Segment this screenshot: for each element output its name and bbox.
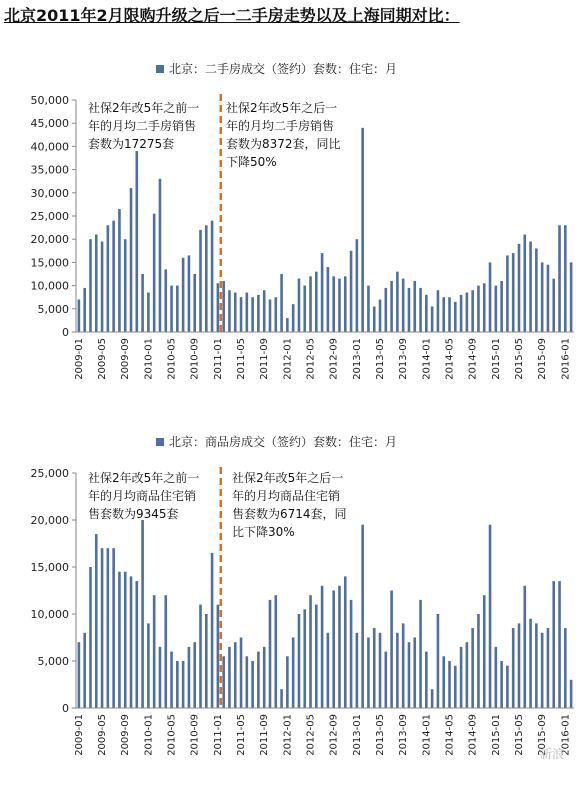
- x-tick-label: 2012-05: [305, 338, 317, 380]
- bar-2011-08: [257, 652, 260, 708]
- bar-2011-01: [217, 605, 220, 708]
- x-tick-label: 2010-05: [166, 338, 178, 380]
- bar-2009-11: [136, 151, 139, 332]
- x-tick-label: 2015-05: [513, 714, 525, 756]
- y-tick-label: 25,000: [30, 467, 69, 480]
- bar-2014-04: [442, 656, 445, 708]
- bar-2009-06: [107, 548, 110, 708]
- bar-2013-01: [356, 239, 359, 332]
- note-before-line-2: 年的月均商品住宅销: [88, 489, 197, 503]
- bar-2010-06: [176, 286, 179, 332]
- note-before-line-1: 社保2年改5年之前一: [88, 101, 200, 115]
- x-tick-label: 2014-01: [421, 714, 433, 756]
- bar-2010-06: [176, 661, 179, 708]
- bar-2009-12: [141, 274, 144, 332]
- x-tick-label: 2015-05: [513, 338, 525, 380]
- bar-2013-01: [356, 633, 359, 708]
- bar-2009-07: [112, 548, 115, 708]
- bar-2015-08: [535, 248, 538, 332]
- x-tick-label: 2013-01: [351, 714, 363, 756]
- y-tick-label: 0: [62, 702, 69, 715]
- bar-2009-08: [118, 209, 121, 332]
- bar-2010-01: [147, 293, 150, 332]
- bar-2013-10: [408, 288, 411, 332]
- x-tick-label: 2013-09: [398, 338, 410, 380]
- bar-2012-04: [303, 609, 306, 708]
- bar-2009-04: [95, 235, 98, 332]
- bar-2014-07: [460, 295, 463, 332]
- bar-2011-07: [251, 661, 254, 708]
- bar-2014-05: [448, 661, 451, 708]
- bar-2015-02: [500, 661, 503, 708]
- y-tick-label: 5,000: [37, 655, 69, 668]
- y-tick-label: 0: [62, 326, 69, 339]
- note-before-line-1: 社保2年改5年之前一: [88, 471, 200, 485]
- y-tick-label: 15,000: [30, 256, 69, 270]
- x-tick-label: 2014-05: [444, 714, 456, 756]
- y-tick-label: 30,000: [30, 186, 69, 200]
- note-after-line-4: 下降50%: [226, 155, 277, 169]
- bar-2013-07: [390, 281, 393, 332]
- bar-2016-01: [564, 225, 567, 332]
- bar-2013-05: [379, 300, 382, 332]
- chart-secondhand-housing: [0, 50, 580, 410]
- bar-2011-07: [251, 297, 254, 332]
- bar-2010-12: [211, 221, 214, 332]
- y-tick-label: 45,000: [30, 117, 69, 131]
- bar-2009-03: [89, 567, 92, 708]
- bar-2013-12: [419, 600, 422, 708]
- x-tick-label: 2010-09: [189, 714, 201, 756]
- legend-label: 北京：二手房成交（签约）套数：住宅：月: [169, 62, 398, 76]
- x-tick-label: 2010-09: [189, 338, 201, 380]
- bar-2012-10: [338, 586, 341, 708]
- bar-2011-04: [234, 293, 237, 332]
- bar-2010-09: [193, 274, 196, 332]
- x-tick-label: 2014-05: [444, 338, 456, 380]
- bar-2015-02: [500, 281, 503, 332]
- bar-2010-04: [164, 269, 167, 332]
- bar-2013-02: [361, 525, 364, 708]
- bar-2014-04: [442, 297, 445, 332]
- bar-2016-01: [564, 628, 567, 708]
- x-tick-label: 2009-05: [97, 338, 109, 380]
- bar-2011-11: [274, 595, 277, 708]
- legend-swatch: [156, 65, 164, 73]
- bar-2014-05: [448, 297, 451, 332]
- y-tick-label: 35,000: [30, 163, 69, 177]
- bar-2012-09: [332, 276, 335, 332]
- bar-2009-02: [83, 633, 86, 708]
- bar-2012-06: [315, 272, 318, 332]
- bar-2015-03: [506, 666, 509, 708]
- bar-2015-09: [541, 633, 544, 708]
- bar-2012-12: [350, 600, 353, 708]
- bar-2015-04: [512, 253, 515, 332]
- bar-2010-09: [193, 642, 196, 708]
- bar-2010-07: [182, 661, 185, 708]
- bar-2011-05: [240, 638, 243, 709]
- bar-2013-10: [408, 642, 411, 708]
- x-tick-label: 2010-05: [166, 714, 178, 756]
- bar-2011-02: [222, 281, 225, 332]
- x-tick-label: 2013-05: [375, 338, 387, 380]
- bar-2013-07: [390, 591, 393, 709]
- chart-svg-secondhand: [0, 50, 580, 410]
- legend-swatch: [156, 438, 164, 446]
- bar-2012-02: [292, 638, 295, 709]
- y-tick-label: 40,000: [30, 140, 69, 154]
- bar-2013-04: [373, 306, 376, 332]
- bar-2015-01: [495, 286, 498, 332]
- y-tick-label: 25,000: [30, 210, 69, 223]
- bar-2012-07: [321, 586, 324, 708]
- bar-2013-08: [396, 272, 399, 332]
- bar-2015-10: [547, 628, 550, 708]
- x-tick-label: 2012-01: [282, 338, 294, 380]
- bar-2009-08: [118, 572, 121, 708]
- bar-2015-06: [523, 586, 526, 708]
- y-tick-label: 50,000: [30, 94, 69, 107]
- bar-2013-06: [385, 288, 388, 332]
- bar-2009-06: [107, 225, 110, 332]
- note-after-line-2: 年的月均商品住宅销: [232, 489, 341, 503]
- x-tick-label: 2013-01: [351, 338, 363, 380]
- bar-2015-04: [512, 628, 515, 708]
- bar-2010-11: [205, 614, 208, 708]
- bar-2014-09: [471, 628, 474, 708]
- watermark: 新浪: [539, 747, 564, 761]
- bar-2012-02: [292, 304, 295, 332]
- bar-2013-02: [361, 128, 364, 332]
- y-tick-label: 10,000: [30, 279, 69, 293]
- x-tick-label: 2013-09: [398, 714, 410, 756]
- bar-2014-10: [477, 614, 480, 708]
- bar-2014-02: [431, 689, 434, 708]
- bar-2011-10: [269, 600, 272, 708]
- bar-2009-05: [101, 242, 104, 332]
- bar-2009-05: [101, 548, 104, 708]
- bar-2011-02: [222, 656, 225, 708]
- bar-2011-09: [263, 290, 266, 332]
- bar-2009-01: [78, 300, 81, 332]
- x-tick-label: 2009-01: [73, 338, 85, 380]
- bar-2012-03: [298, 279, 301, 332]
- bar-2014-08: [466, 293, 469, 332]
- bar-2015-05: [518, 244, 521, 332]
- x-tick-label: 2010-01: [143, 338, 155, 380]
- bar-2015-07: [529, 619, 532, 708]
- bar-2010-12: [211, 553, 214, 708]
- note-after-line-2: 年的月均二手房销售: [226, 119, 335, 133]
- x-tick-label: 2012-01: [282, 714, 294, 756]
- bar-2009-10: [130, 188, 133, 332]
- x-tick-label: 2011-09: [259, 338, 271, 380]
- bar-2014-11: [483, 283, 486, 332]
- x-tick-label: 2013-05: [375, 714, 387, 756]
- y-tick-label: 20,000: [30, 514, 69, 527]
- bar-2016-02: [570, 680, 573, 708]
- bar-2010-10: [199, 230, 202, 332]
- x-tick-label: 2014-09: [467, 338, 479, 380]
- bar-2010-08: [188, 647, 191, 708]
- bar-2013-03: [367, 286, 370, 332]
- x-tick-label: 2009-05: [97, 714, 109, 756]
- x-tick-label: 2016-01: [560, 714, 572, 756]
- bar-2011-09: [263, 647, 266, 708]
- bar-2013-11: [413, 281, 416, 332]
- y-tick-label: 10,000: [30, 608, 69, 621]
- note-after-line-3: 套数为8372套，同比: [226, 137, 341, 151]
- note-before-line-2: 年的月均二手房销售: [88, 119, 197, 133]
- x-tick-label: 2015-09: [537, 338, 549, 380]
- bar-2010-02: [153, 214, 156, 332]
- bar-2012-01: [286, 318, 289, 332]
- x-tick-label: 2015-01: [490, 337, 502, 380]
- x-tick-label: 2009-09: [120, 338, 132, 380]
- chart-new-commercial-housing: [0, 425, 580, 785]
- bar-2013-09: [402, 279, 405, 332]
- bar-2010-07: [182, 258, 185, 332]
- bar-2010-01: [147, 623, 150, 708]
- bar-2014-12: [489, 262, 492, 332]
- bar-2013-03: [367, 638, 370, 709]
- note-before-line-3: 套数为17275套: [88, 137, 175, 151]
- bar-2011-06: [246, 656, 249, 708]
- chart-svg-commercial: [0, 425, 580, 785]
- bar-2014-02: [431, 306, 434, 332]
- bar-2013-08: [396, 633, 399, 708]
- bar-2010-11: [205, 225, 208, 332]
- bar-2011-05: [240, 297, 243, 332]
- bar-2009-03: [89, 239, 92, 332]
- bar-2012-08: [327, 633, 330, 708]
- bar-2011-03: [228, 647, 231, 708]
- bar-2010-05: [170, 286, 173, 332]
- bar-2012-08: [327, 267, 330, 332]
- note-after-line-3: 售套数为6714套，同: [232, 507, 347, 521]
- x-tick-label: 2009-01: [73, 714, 85, 756]
- y-tick-label: 20,000: [30, 233, 69, 247]
- bar-2015-08: [535, 623, 538, 708]
- bar-2015-12: [558, 581, 561, 708]
- bar-2012-06: [315, 605, 318, 708]
- bar-2009-10: [130, 576, 133, 708]
- bar-2014-03: [437, 614, 440, 708]
- x-tick-label: 2009-09: [120, 714, 132, 756]
- bar-2012-11: [344, 576, 347, 708]
- bar-2015-05: [518, 623, 521, 708]
- y-tick-label: 15,000: [30, 561, 69, 574]
- bar-2010-04: [164, 595, 167, 708]
- bar-2009-04: [95, 534, 98, 708]
- bar-2015-11: [552, 279, 555, 332]
- bar-2013-09: [402, 623, 405, 708]
- bar-2011-11: [274, 297, 277, 332]
- bar-2010-08: [188, 255, 191, 332]
- bar-2011-03: [228, 290, 231, 332]
- bar-2014-07: [460, 647, 463, 708]
- bar-2014-09: [471, 290, 474, 332]
- x-tick-label: 2014-01: [421, 338, 433, 380]
- bar-2014-10: [477, 286, 480, 332]
- bar-2015-07: [529, 242, 532, 332]
- note-after-line-4: 比下降30%: [232, 525, 295, 539]
- bar-2011-06: [246, 293, 249, 332]
- bar-2013-11: [413, 638, 416, 709]
- bar-2015-09: [541, 262, 544, 332]
- x-tick-label: 2011-01: [212, 714, 224, 756]
- bar-2011-01: [217, 283, 220, 332]
- x-tick-label: 2016-01: [560, 338, 572, 380]
- x-tick-label: 2011-05: [236, 338, 248, 380]
- bar-2013-12: [419, 288, 422, 332]
- bar-2012-04: [303, 286, 306, 332]
- bar-2015-10: [547, 265, 550, 332]
- bar-2009-01: [78, 642, 81, 708]
- x-tick-label: 2011-09: [259, 714, 271, 756]
- bar-2014-12: [489, 525, 492, 708]
- bar-2010-03: [159, 179, 162, 332]
- bar-2010-02: [153, 595, 156, 708]
- bar-2009-02: [83, 288, 86, 332]
- bar-2014-03: [437, 290, 440, 332]
- bar-2015-12: [558, 225, 561, 332]
- note-after-line-1: 社保2年改5年之后一: [232, 471, 344, 485]
- bar-2014-11: [483, 595, 486, 708]
- bar-2013-04: [373, 628, 376, 708]
- x-tick-label: 2011-01: [212, 338, 224, 380]
- page-title: 北京2011年2月限购升级之后一二手房走势以及上海同期对比：: [4, 6, 460, 25]
- bar-2009-09: [124, 239, 127, 332]
- bar-2014-01: [425, 652, 428, 708]
- bar-2011-04: [234, 642, 237, 708]
- bar-2009-07: [112, 221, 115, 332]
- bar-2009-09: [124, 572, 127, 708]
- note-after-line-1: 社保2年改5年之后一: [226, 101, 338, 115]
- x-tick-label: 2014-09: [467, 714, 479, 756]
- bar-2014-06: [454, 666, 457, 708]
- bar-2012-05: [309, 276, 312, 332]
- bar-2015-01: [495, 647, 498, 708]
- bar-2011-12: [280, 689, 283, 708]
- bar-2015-11: [552, 581, 555, 708]
- x-tick-label: 2011-05: [236, 714, 248, 756]
- bar-2013-06: [385, 652, 388, 708]
- bar-2015-06: [523, 235, 526, 332]
- bar-2010-03: [159, 647, 162, 708]
- y-tick-label: 5,000: [37, 302, 69, 316]
- bar-2012-10: [338, 279, 341, 332]
- bar-2012-11: [344, 276, 347, 332]
- x-tick-label: 2015-09: [537, 714, 549, 756]
- bar-2016-02: [570, 262, 573, 332]
- bar-2012-03: [298, 614, 301, 708]
- x-tick-label: 2010-01: [143, 714, 155, 756]
- bar-2011-12: [280, 274, 283, 332]
- bar-2009-12: [141, 520, 144, 708]
- x-tick-label: 2012-09: [328, 714, 340, 756]
- note-before-line-3: 售套数为9345套: [88, 507, 179, 521]
- bar-2010-05: [170, 652, 173, 708]
- bar-2011-10: [269, 300, 272, 332]
- bar-2012-12: [350, 251, 353, 332]
- bar-2012-09: [332, 591, 335, 709]
- bar-2014-01: [425, 295, 428, 332]
- bar-2014-06: [454, 302, 457, 332]
- bar-2015-03: [506, 255, 509, 332]
- x-tick-label: 2012-09: [328, 338, 340, 380]
- bar-2013-05: [379, 633, 382, 708]
- x-tick-label: 2012-05: [305, 714, 317, 756]
- bar-2009-11: [136, 581, 139, 708]
- bar-2011-08: [257, 295, 260, 332]
- bar-2012-05: [309, 595, 312, 708]
- bar-2012-01: [286, 656, 289, 708]
- bar-2010-10: [199, 605, 202, 708]
- bar-2012-07: [321, 253, 324, 332]
- x-tick-label: 2015-01: [490, 714, 502, 756]
- bar-2014-08: [466, 642, 469, 708]
- legend-label: 北京：商品房成交（签约）套数：住宅：月: [169, 435, 398, 449]
